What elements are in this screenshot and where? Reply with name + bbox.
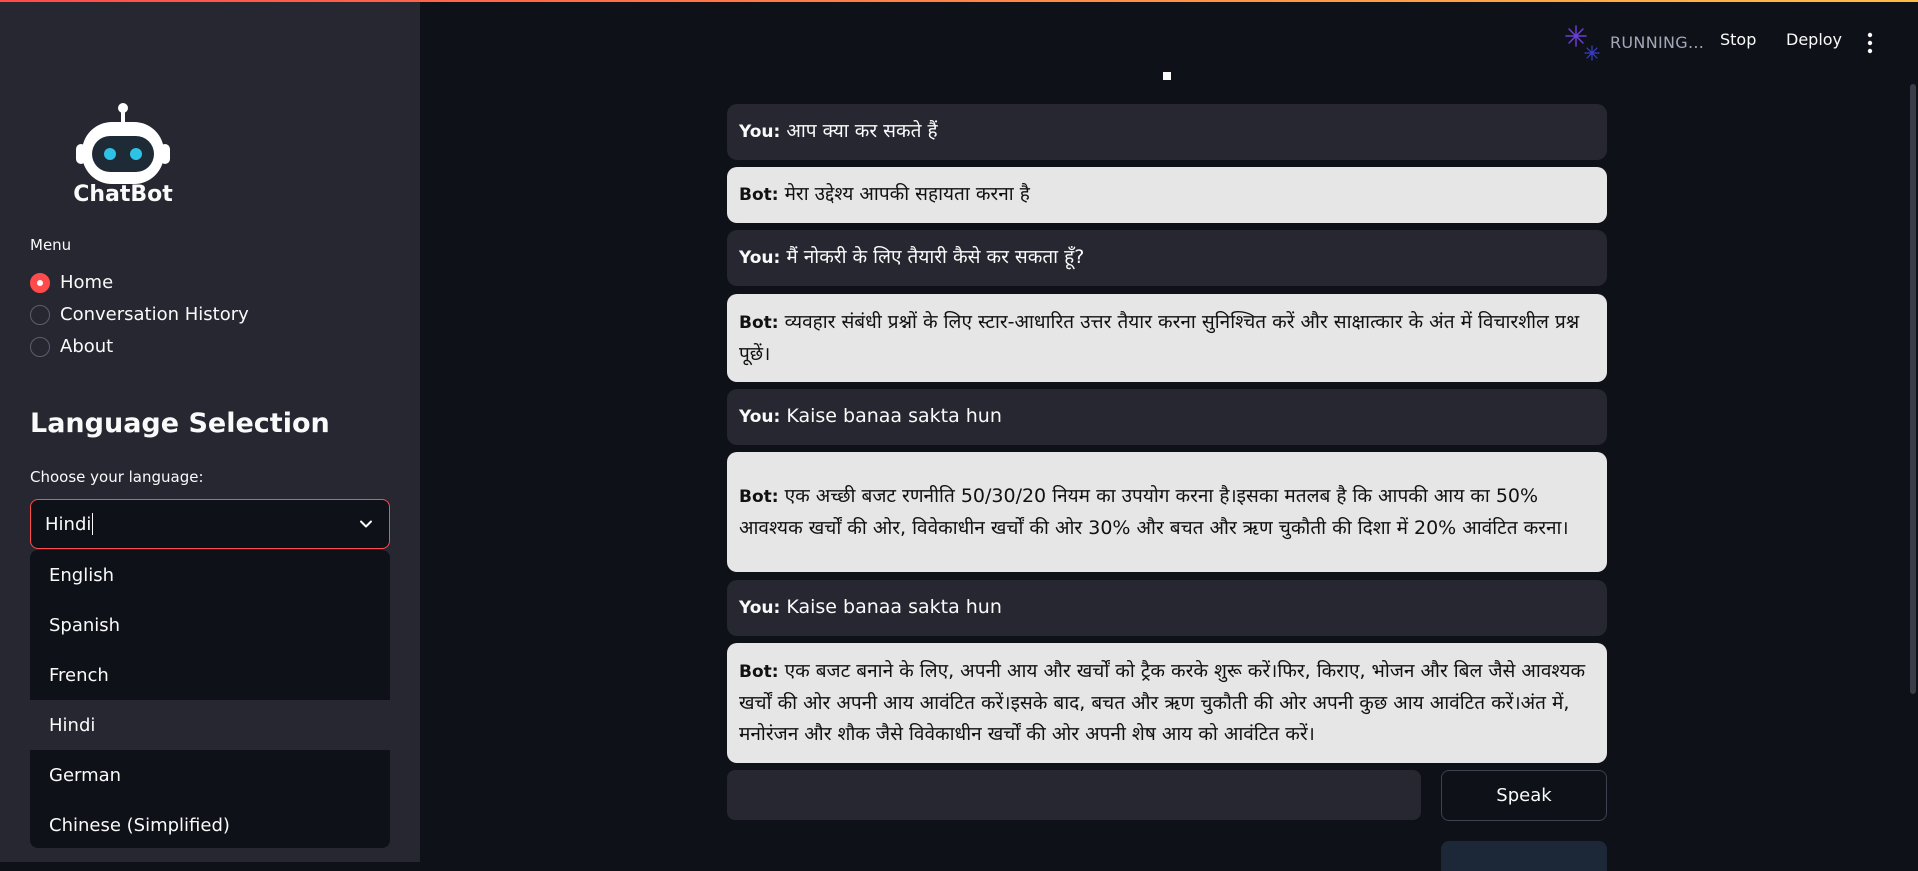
sidebar bbox=[0, 2, 420, 862]
speaker-label: You: bbox=[739, 598, 781, 618]
language-select-value: Hindi bbox=[45, 513, 92, 535]
menu-radio-conversation-history[interactable] bbox=[30, 304, 249, 325]
message-text: एक अच्छी बजट रणनीति 50/30/20 नियम का उपयोग करना है।इसका मतलब है कि आपकी आय का 50% आवश्यक खर्चों की ओर, विवेकाधीन खर्चों की ओर 30% और बचत और ऋण चुकौती की दिशा में 20% आवंटित करना। bbox=[739, 484, 1569, 539]
speaker-label: You: bbox=[739, 407, 781, 427]
chat-message-bot bbox=[727, 643, 1607, 763]
menu-radio-about[interactable] bbox=[30, 336, 113, 357]
speaker-label: Bot: bbox=[739, 486, 779, 507]
radio-selected-icon bbox=[30, 273, 50, 293]
chat-message-bot bbox=[727, 452, 1607, 572]
language-option-chinese-simplified[interactable]: Chinese (Simplified) bbox=[49, 814, 230, 836]
chat-input[interactable] bbox=[727, 770, 1421, 820]
language-dropdown-list bbox=[30, 550, 390, 848]
speaker-label: Bot: bbox=[739, 662, 779, 682]
menu-label: Menu bbox=[30, 236, 72, 254]
language-option-english[interactable]: English bbox=[49, 564, 114, 586]
speaker-label: Bot: bbox=[739, 312, 779, 333]
submit-button[interactable] bbox=[1441, 841, 1607, 871]
message-text: आप क्या कर सकते हैं bbox=[786, 120, 938, 142]
language-select-label: Choose your language: bbox=[30, 468, 204, 486]
chat-message-user bbox=[727, 230, 1607, 286]
language-option-german[interactable]: German bbox=[49, 764, 122, 786]
running-spinner-icon bbox=[1562, 22, 1602, 62]
language-selection-heading: Language Selection bbox=[30, 408, 330, 439]
message-text: Kaise banaa sakta hun bbox=[786, 405, 1002, 427]
menu-item-label: About bbox=[60, 336, 114, 357]
message-text: एक बजट बनाने के लिए, अपनी आय और खर्चों को ट्रैक करके शुरू करें।फिर, किराए, भोजन और बिल जैसे आवश्यक खर्चों की ओर अपनी आय आवंटित करें।इसके बाद, बचत और ऋण चुकौती की ओर अपनी कुछ आय आवंटित करें।अंत में, मनोरंजन और शौक जैसे विवेकाधीन खर्चों की ओर अपनी शेष आय को आवंटित करें। bbox=[739, 660, 1586, 745]
speaker-label: You: bbox=[739, 122, 781, 142]
speaker-label: You: bbox=[739, 248, 781, 268]
chevron-down-icon bbox=[359, 517, 373, 531]
chat-message-bot bbox=[727, 167, 1607, 223]
logo-text: ChatBot bbox=[73, 182, 173, 207]
chat-message-bot bbox=[727, 294, 1607, 382]
chat-message-user bbox=[727, 389, 1607, 445]
radio-unselected-icon bbox=[30, 337, 50, 357]
running-status-text: RUNNING... bbox=[1610, 32, 1705, 52]
language-option-spanish[interactable]: Spanish bbox=[49, 614, 121, 636]
stop-button[interactable]: Stop bbox=[1720, 30, 1757, 49]
language-select[interactable] bbox=[30, 499, 390, 549]
status-indicator bbox=[1163, 72, 1171, 80]
message-text: मेरा उद्देश्य आपकी सहायता करना है bbox=[784, 183, 1030, 205]
message-text: मैं नोकरी के लिए तैयारी कैसे कर सकता हूँ? bbox=[786, 246, 1085, 268]
menu-item-label: Conversation History bbox=[60, 304, 249, 325]
running-status bbox=[1562, 22, 1704, 62]
message-text: व्यवहार संबंधी प्रश्नों के लिए स्टार-आधारित उत्तर तैयार करना सुनिश्चित करें और साक्षात्कार के अंत में विचारशील प्रश्न पूछें। bbox=[739, 310, 1580, 365]
language-option-french[interactable]: French bbox=[49, 664, 109, 686]
message-text: Kaise banaa sakta hun bbox=[786, 596, 1002, 618]
scrollbar[interactable] bbox=[1910, 84, 1916, 694]
more-options-icon[interactable] bbox=[1866, 32, 1874, 54]
text-caret bbox=[92, 513, 93, 535]
language-option-hindi[interactable]: Hindi bbox=[30, 700, 390, 750]
menu-item-label: Home bbox=[60, 272, 114, 293]
menu-radio-home[interactable] bbox=[30, 272, 113, 293]
chat-message-user bbox=[727, 104, 1607, 160]
radio-unselected-icon bbox=[30, 305, 50, 325]
chat-message-user bbox=[727, 580, 1607, 636]
speak-button[interactable]: Speak bbox=[1441, 770, 1607, 821]
deploy-button[interactable]: Deploy bbox=[1786, 30, 1843, 49]
speaker-label: Bot: bbox=[739, 185, 779, 205]
